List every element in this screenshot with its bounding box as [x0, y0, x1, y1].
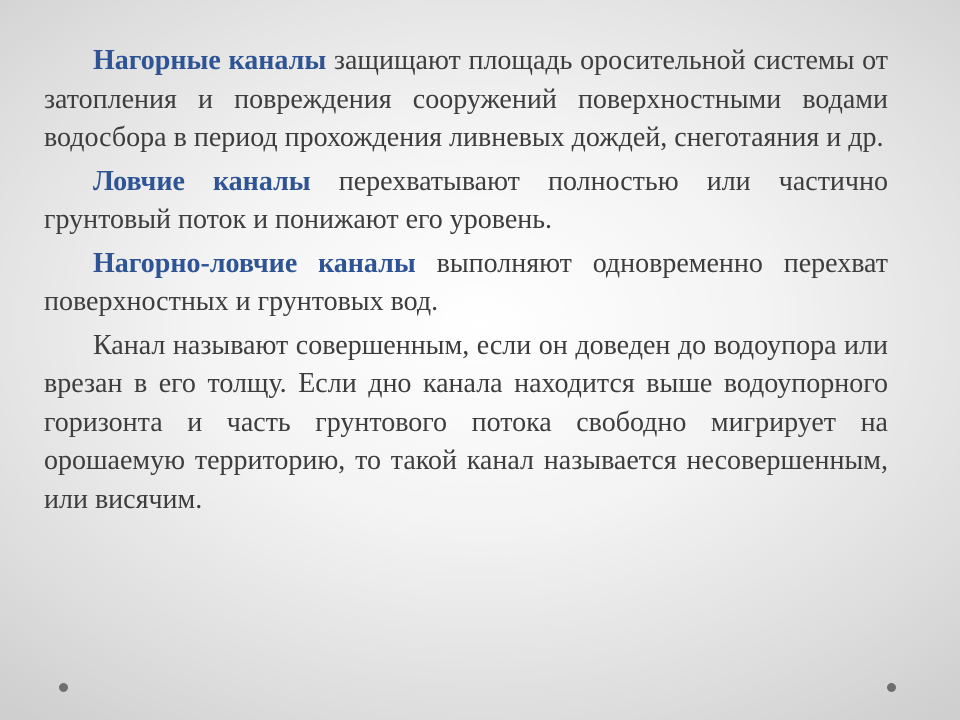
text-perfect-canal: Канал называют совершенным, если он доведен до водоупора или врезан в его толщу. Если дно канала находится выше водоупорного горизонта и часть грунтового потока свободно мигрирует на орошаемую территорию, то такой канал называется несовершенным, или висячим.: [44, 329, 888, 515]
bottom-left-dot: [59, 683, 68, 692]
paragraph-perfect-canal: [44, 327, 888, 520]
term-upland-canals: Нагорные каналы: [93, 45, 327, 76]
paragraph-upland-canals: [44, 42, 888, 158]
text-upland-interceptor-canals: выполняют одновременно перехват поверхностных и грунтовых вод.: [44, 247, 888, 317]
text-interceptor-canals: перехватывают полностью или частично грунтовый поток и понижают его уровень.: [44, 165, 888, 235]
paragraph-upland-interceptor-canals: [44, 245, 888, 322]
bottom-right-dot: [887, 683, 896, 692]
term-upland-interceptor-canals: Нагорно-ловчие каналы: [93, 247, 416, 279]
slide-content: [44, 42, 888, 524]
term-interceptor-canals: Ловчие каналы: [93, 165, 311, 197]
text-upland-canals: защищают площадь оросительной системы от затопления и повреждения сооружений поверхностными водами водосбора в период прохождения ливневых дождей, снеготаяния и др.: [44, 45, 889, 153]
paragraph-interceptor-canals: [44, 163, 888, 240]
